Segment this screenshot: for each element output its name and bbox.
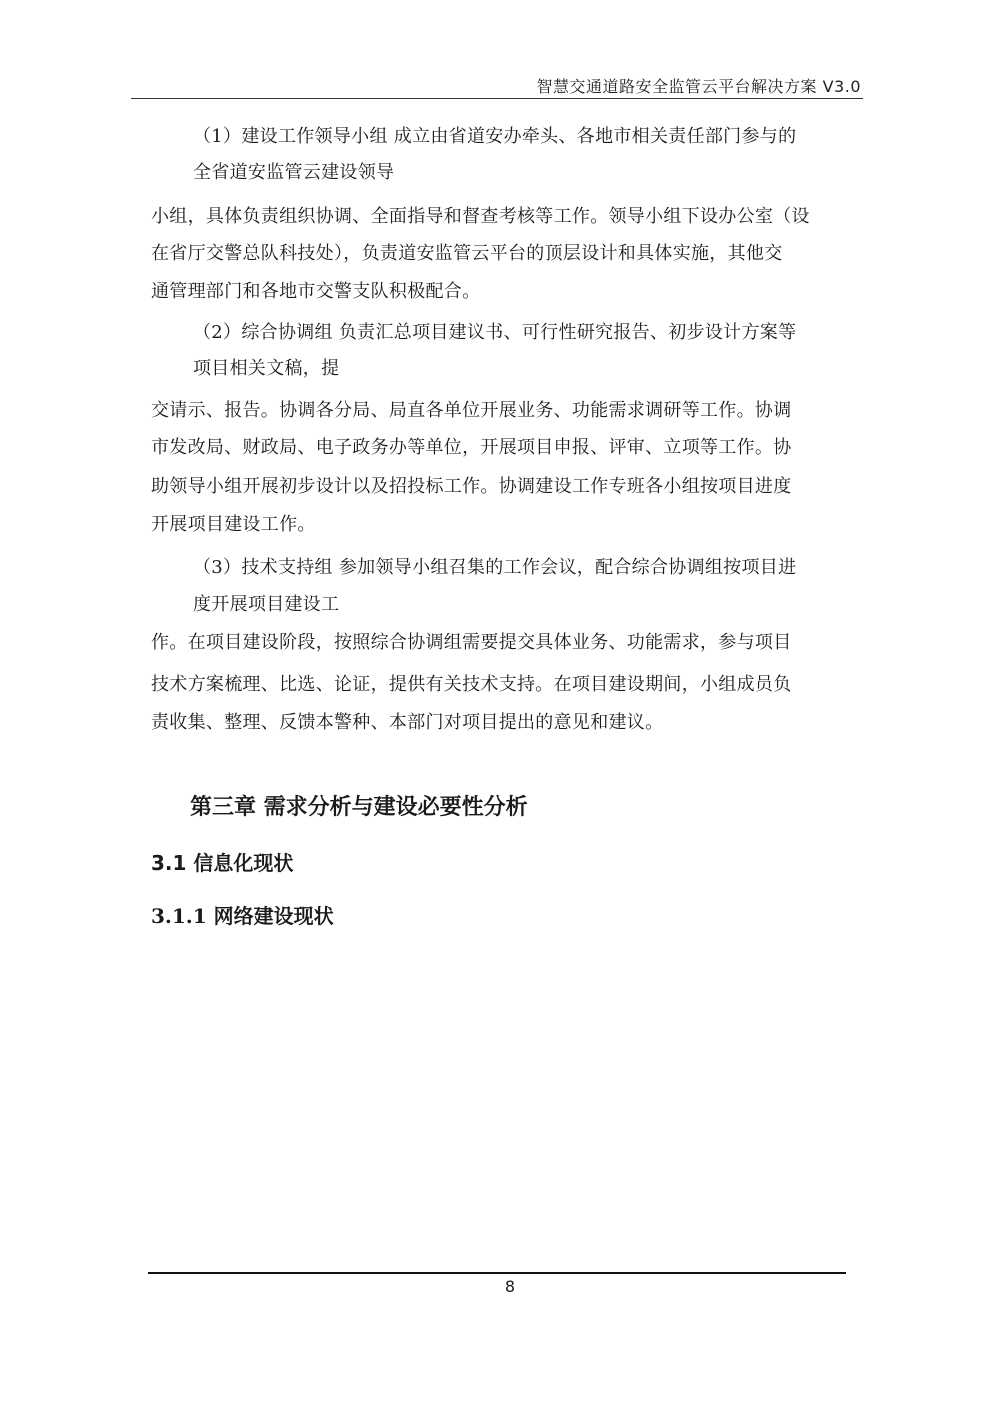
- text-line: 交请示、报告。协调各分局、局直各单位开展业务、功能需求调研等工作。协调: [151, 400, 792, 421]
- text-line: 开展项目建设工作。: [151, 514, 316, 535]
- subsection-heading: 3.1.1 网络建设现状: [151, 904, 334, 928]
- text-line: 责收集、整理、反馈本警种、本部门对项目提出的意见和建议。: [151, 712, 664, 733]
- text-line: 作。在项目建设阶段，按照综合协调组需要提交具体业务、功能需求，参与项目: [151, 632, 792, 653]
- page-number: 8: [504, 1277, 516, 1296]
- text-line: 市发改局、财政局、电子政务办等单位，开展项目申报、评审、立项等工作。协: [151, 437, 792, 458]
- text-line: 项目相关文稿，提: [193, 358, 340, 379]
- text-line: 技术方案梳理、比选、论证，提供有关技术支持。在项目建设期间，小组成员负: [151, 674, 792, 695]
- text-line: 小组，具体负责组织协调、全面指导和督查考核等工作。领导小组下设办公室（设: [151, 206, 810, 227]
- section-heading: 3.1 信息化现状: [151, 851, 294, 875]
- text-line: 在省厅交警总队科技处），负责道安监管云平台的顶层设计和具体实施，其他交: [151, 243, 783, 264]
- text-line: 助领导小组开展初步设计以及招投标工作。协调建设工作专班各小组按项目进度: [151, 476, 792, 497]
- text-line: （2）综合协调组 负责汇总项目建议书、可行性研究报告、初步设计方案等: [193, 322, 797, 343]
- text-line: 度开展项目建设工: [193, 594, 340, 615]
- header-divider: [131, 98, 863, 99]
- text-line: 通管理部门和各地市交警支队积极配合。: [151, 281, 481, 302]
- text-line: （1）建设工作领导小组 成立由省道安办牵头、各地市相关责任部门参与的: [193, 126, 797, 147]
- document-title: 智慧交通道路安全监管云平台解决方案 V3.0: [536, 77, 861, 96]
- chapter-heading: 第三章 需求分析与建设必要性分析: [190, 795, 528, 820]
- text-line: 全省道安监管云建设领导: [193, 162, 395, 183]
- footer-divider: [148, 1272, 846, 1274]
- text-line: （3）技术支持组 参加领导小组召集的工作会议，配合综合协调组按项目进: [193, 557, 797, 578]
